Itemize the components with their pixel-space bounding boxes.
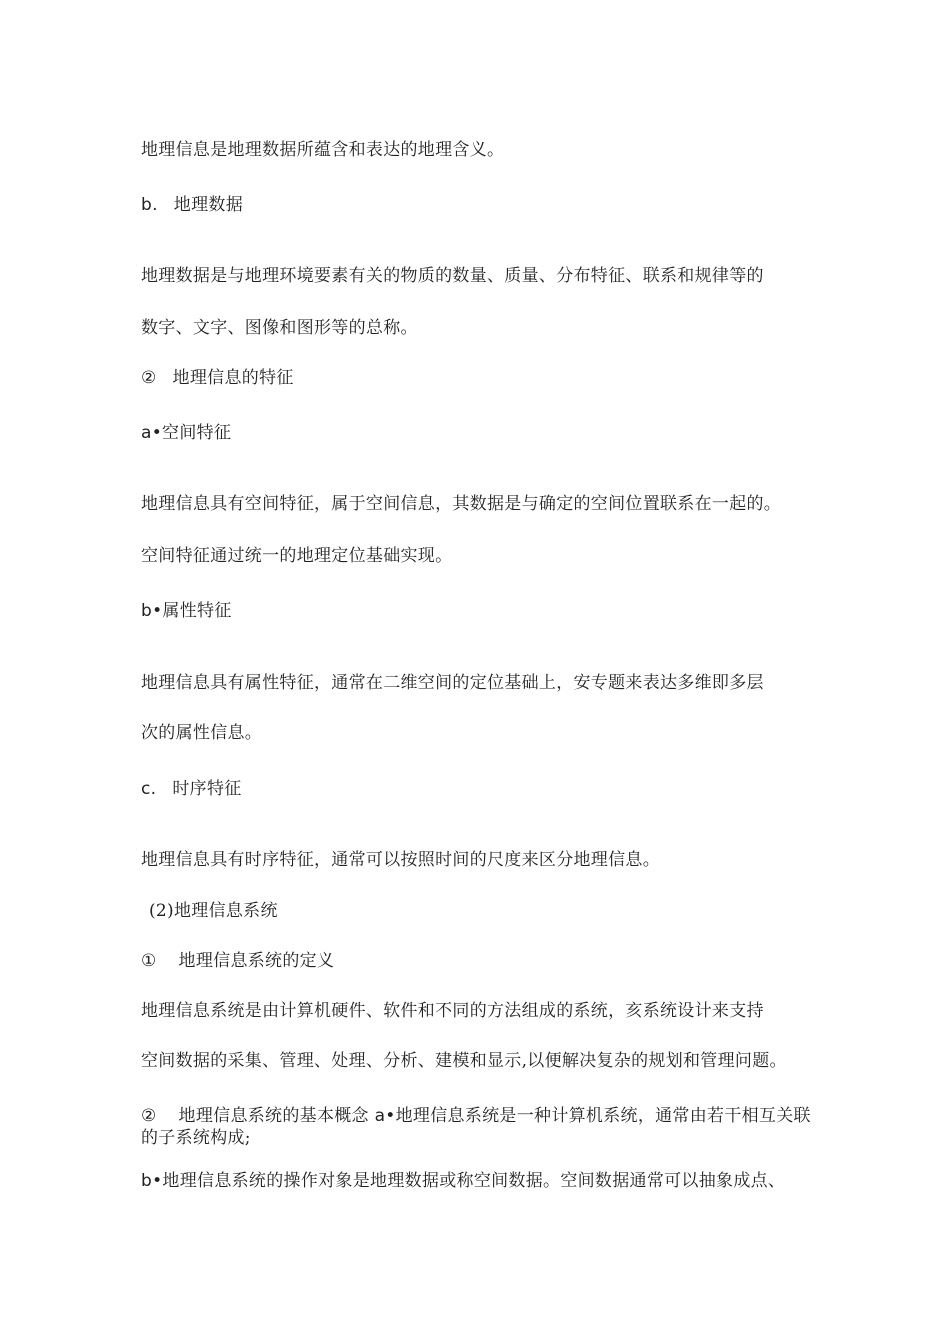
list-marker: ② bbox=[141, 368, 157, 388]
text: 空间数据的采集、管理、处理、分析、建模和显示,以便解决复杂的规划和管理问题。 bbox=[141, 1051, 787, 1071]
paragraph-geo-data-line1 bbox=[141, 265, 764, 287]
text: 地理信息系统的操作对象是地理数据或称空间数据。空间数据通常可以抽象成点、 bbox=[162, 1171, 786, 1191]
heading-text: 地理信息的特征 bbox=[172, 368, 294, 388]
heading-text: 地理信息系统的基本概念 bbox=[178, 1106, 369, 1126]
heading-a-spatial-feature bbox=[141, 422, 231, 444]
paragraph-gis-definition-line1 bbox=[141, 1000, 764, 1022]
text: 地理信息是地理数据所蕴含和表达的地理含义。 bbox=[141, 140, 505, 160]
text: 地理信息具有空间特征，属于空间信息，其数据是与确定的空间位置联系在一起的。 bbox=[141, 494, 782, 514]
list-marker: b• bbox=[141, 1171, 163, 1191]
heading-text: (2)地理信息系统 bbox=[149, 901, 278, 921]
list-marker: ② bbox=[141, 1106, 157, 1126]
list-marker: c. bbox=[141, 779, 157, 799]
text: 地理信息具有属性特征，通常在二维空间的定位基础上，安专题来表达多维即多层 bbox=[141, 673, 764, 693]
heading-1-gis-definition bbox=[141, 950, 334, 972]
heading-b-attribute-feature bbox=[141, 600, 232, 622]
list-marker: b• bbox=[141, 601, 163, 621]
heading-text: 地理数据 bbox=[173, 195, 243, 215]
heading-text: 地理信息系统的定义 bbox=[178, 951, 335, 971]
text: 数字、文字、图像和图形等的总称。 bbox=[141, 318, 418, 338]
list-marker: ① bbox=[141, 951, 157, 971]
list-marker: b. bbox=[141, 195, 158, 215]
heading-b-geo-data bbox=[141, 194, 243, 216]
sub-list-marker: a• bbox=[374, 1106, 396, 1126]
heading-c-temporal-feature bbox=[141, 778, 242, 800]
paragraph-gis-basic-concepts bbox=[141, 1105, 811, 1149]
paragraph-gis-operation-object bbox=[141, 1170, 785, 1192]
paragraph-gis-definition-line2 bbox=[141, 1050, 787, 1072]
paragraph-attribute-line1 bbox=[141, 672, 764, 694]
text: 空间特征通过统一的地理定位基础实现。 bbox=[141, 546, 453, 566]
heading-text: 空间特征 bbox=[162, 423, 232, 443]
text: 地理信息具有时序特征，通常可以按照时间的尺度来区分地理信息。 bbox=[141, 850, 660, 870]
text: 地理信息系统是由计算机硬件、软件和不同的方法组成的系统，亥系统设计来支持 bbox=[141, 1001, 764, 1021]
heading-text: 时序特征 bbox=[172, 779, 242, 799]
text: 地理信息系统是一种计算机系统，通常由若干相互关联的子系统构成; bbox=[141, 1106, 811, 1148]
text: 地理数据是与地理环境要素有关的物质的数量、质量、分布特征、联系和规律等的 bbox=[141, 266, 764, 286]
paragraph-attribute-line2 bbox=[141, 722, 262, 744]
paragraph-geo-info-meaning bbox=[141, 139, 504, 161]
paragraph-spatial-line1 bbox=[141, 493, 781, 515]
list-marker: a• bbox=[141, 423, 163, 443]
heading-2-gis bbox=[149, 900, 278, 922]
paragraph-temporal bbox=[141, 849, 660, 871]
paragraph-spatial-line2 bbox=[141, 545, 452, 567]
heading-text: 属性特征 bbox=[162, 601, 232, 621]
heading-2-geo-info-features bbox=[141, 367, 294, 389]
paragraph-geo-data-line2 bbox=[141, 317, 418, 339]
text: 次的属性信息。 bbox=[141, 723, 263, 743]
